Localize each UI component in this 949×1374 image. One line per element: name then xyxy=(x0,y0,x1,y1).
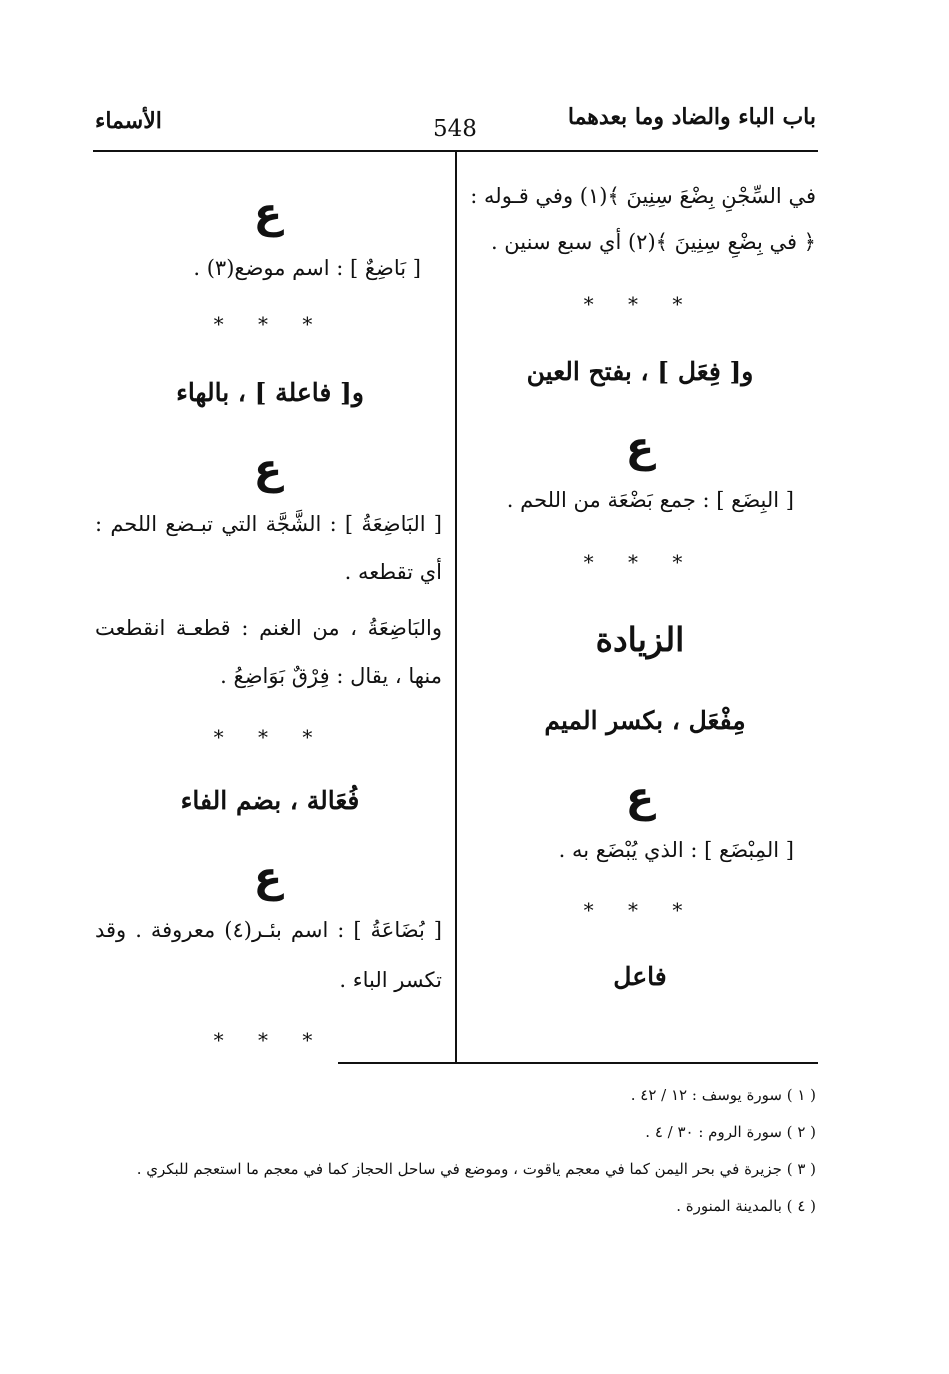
root-letter-ain: ع xyxy=(253,444,283,493)
footnote-4: ( ٤ ) بالمدينة المنورة . xyxy=(676,1197,816,1215)
section-heading: و[ فاعلة ] ، بالهاء xyxy=(176,378,364,407)
entry-bida: [ البِضَع ] : جمع بَضْعَة من اللحم . xyxy=(506,488,794,512)
separator-stars: * * * xyxy=(213,312,327,336)
footnote-1: ( ١ ) سورة يوسف : ١٢ / ٤٢ . xyxy=(630,1086,816,1104)
root-letter-ain: ع xyxy=(253,852,283,901)
running-head-left: الأسماء xyxy=(95,108,162,134)
section-heading: و[ فِعَل ] ، بفتح العين xyxy=(526,357,754,386)
separator-stars: * * * xyxy=(583,550,697,574)
footnote-2: ( ٢ ) سورة الروم : ٣٠ / ٤ . xyxy=(645,1123,816,1141)
column-divider xyxy=(455,152,457,1064)
running-head-right: باب الباء والضاد وما بعدهما xyxy=(567,104,816,130)
entry-badi: [ بَاضِعٌ ] : اسم موضع(٣) . xyxy=(193,256,421,280)
section-heading: فاعل xyxy=(613,962,667,991)
entry-badia-sheep-line-1: والبَاضِعَةُ ، من الغنم : قطعـة انقطعت xyxy=(95,616,442,640)
right-line-1: في السِّجْنِ بِضْعَ سِنِينَ ﴾(١) وفي قـوله : xyxy=(470,184,816,208)
entry-mibda: [ المِبْضَع ] : الذي يُبْضَع به . xyxy=(558,838,794,862)
root-letter-ain: ع xyxy=(625,772,655,821)
root-letter-ain: ع xyxy=(253,188,283,237)
section-heading: فُعَالة ، بضم الفاء xyxy=(180,786,360,815)
separator-stars: * * * xyxy=(583,898,697,922)
section-heading: مِفْعَل ، بكسر الميم xyxy=(544,706,746,735)
entry-badia-line-1: [ البَاضِعَةُ ] : الشَّجَّة التي تبـضع اللحم : xyxy=(95,512,442,536)
section-title-ziyada: الزيادة xyxy=(595,620,685,659)
right-line-2: ﴿ في بِضْعِ سِنِينَ ﴾(٢) أي سبع سنين . xyxy=(490,230,816,254)
footnote-rule xyxy=(338,1062,818,1064)
entry-badia-sheep-line-2: منها ، يقال : فِرْقٌ بَوَاضِعُ . xyxy=(220,664,442,688)
footnote-3: ( ٣ ) جزيرة في بحر اليمن كما في معجم ياقوت ، وموضع في ساحل الحجاز كما في معجم ما استعجم للبكري . xyxy=(136,1160,816,1178)
entry-budaa-line-2: تكسر الباء . xyxy=(339,968,442,992)
separator-stars: * * * xyxy=(213,1028,327,1052)
separator-stars: * * * xyxy=(583,292,697,316)
entry-budaa-line-1: [ بُضَاعَةُ ] : اسم بئـر(٤) معروفة . وقد xyxy=(95,918,442,942)
entry-badia-line-2: أي تقطعه . xyxy=(344,560,442,584)
page-number: 548 xyxy=(433,116,477,142)
separator-stars: * * * xyxy=(213,725,327,749)
root-letter-ain: ع xyxy=(625,422,655,471)
